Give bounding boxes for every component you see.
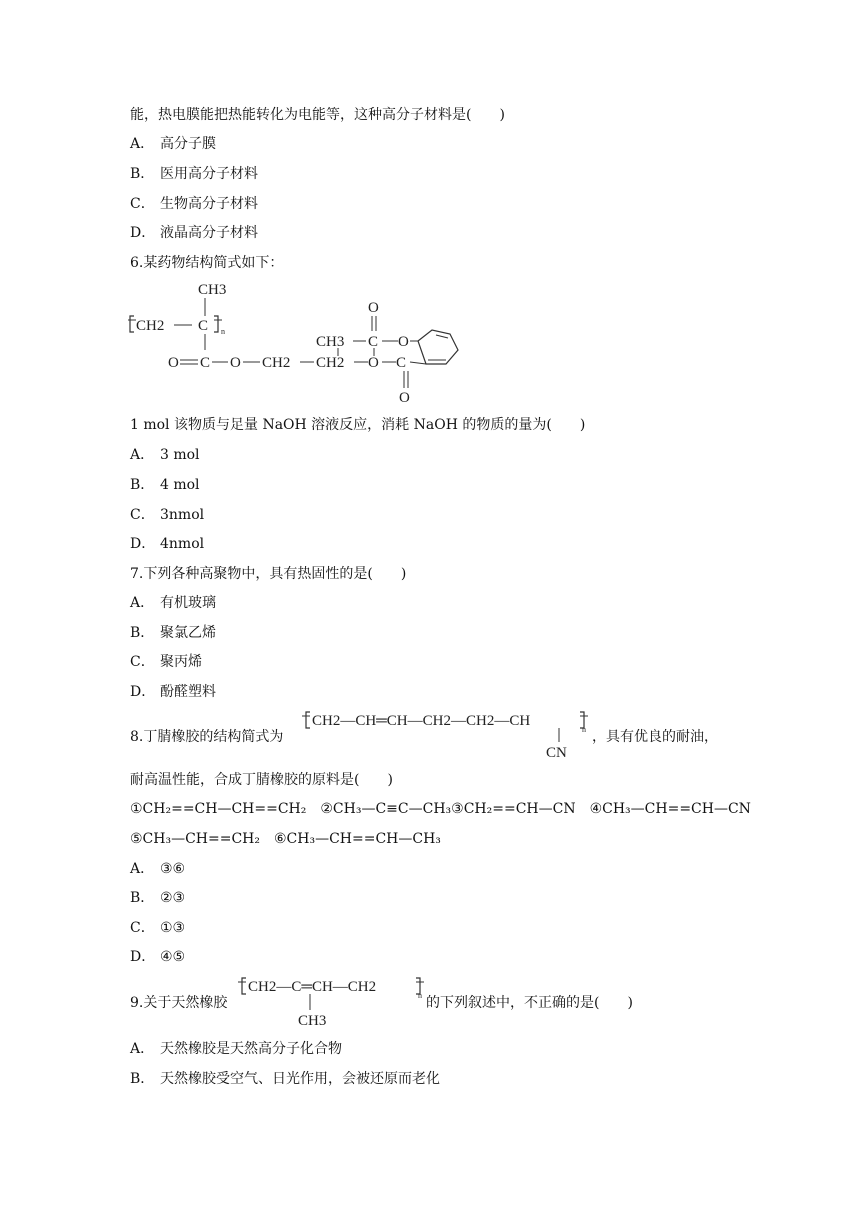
q6-o-link: O: [230, 355, 241, 371]
q8-option-d: [130, 948, 185, 966]
option-letter: A．: [130, 1041, 155, 1057]
option-text: 高分子膜: [160, 136, 216, 152]
q9-formula-figure: [236, 972, 426, 1030]
q9-formula: CH2—C═CH—CH2: [248, 979, 377, 995]
option-text: 天然橡胶受空气、日光作用，会被还原而老化: [160, 1071, 440, 1087]
q8-option-c: [130, 919, 185, 937]
option-text: 聚丙烯: [160, 654, 202, 670]
q9-formula-sub: CH3: [298, 1013, 327, 1029]
q7-stem: 7.下列各种高聚物中，具有热固性的是( ): [130, 566, 407, 582]
option-text: 4nmol: [160, 536, 205, 552]
q8-materials-line1: ①CH₂==CH—CH==CH₂ ②CH₃—C≡C—CH₃③CH₂==CH—CN ④CH₃—CH==CH—CN: [130, 801, 751, 817]
q8-formula: CH2—CH═CH—CH2—CH2—CH: [312, 713, 531, 729]
q8-stem-post: ，具有优良的耐油，: [592, 729, 718, 745]
q6-ch3-top: CH3: [198, 282, 227, 298]
option-text: ③⑥: [160, 861, 186, 877]
q8-line2: 耐高温性能，合成丁腈橡胶的原料是( ): [130, 772, 393, 788]
q6-ch2: CH2: [136, 318, 165, 334]
option-letter: B．: [130, 1071, 155, 1087]
q8-n-subscript: n: [582, 725, 586, 734]
q6-ch2-a: CH2: [262, 355, 291, 371]
option-letter: C．: [130, 920, 155, 936]
option-text: ①③: [160, 920, 186, 936]
option-letter: A．: [130, 861, 155, 877]
option-text: 生物高分子材料: [160, 196, 258, 212]
option-text: 4 mol: [160, 477, 200, 493]
option-text: ④⑤: [160, 949, 186, 965]
option-letter: C．: [130, 654, 155, 670]
q6-n-subscript: n: [221, 327, 225, 336]
q9-stem-pre: 9.关于天然橡胶: [130, 995, 228, 1011]
option-text: ②③: [160, 890, 186, 906]
option-letter: A．: [130, 447, 155, 463]
q7-option-c: [130, 653, 202, 671]
q6-option-c: [130, 506, 204, 524]
q9-option-b: [130, 1070, 440, 1088]
option-letter: A．: [130, 136, 155, 152]
q6-o-bottom: O: [399, 390, 410, 406]
q6-o-ring: O: [368, 355, 379, 371]
q8-materials-line2: ⑤CH₃—CH==CH₂ ⑥CH₃—CH==CH—CH₃: [130, 831, 441, 847]
q5-option-d: [130, 224, 258, 242]
option-text: 医用高分子材料: [160, 166, 258, 182]
q5-option-a: [130, 135, 216, 153]
q6-ch2-b: CH2: [316, 355, 345, 371]
q6-ch3-acetyl: CH3: [316, 334, 345, 350]
q6-question: 1 mol 该物质与足量 NaOH 溶液反应，消耗 NaOH 的物质的量为( ): [130, 417, 586, 433]
q6-option-d: [130, 535, 204, 553]
q9-option-a: [130, 1040, 342, 1058]
q6-c-backbone: C: [198, 318, 209, 334]
q6-option-a: [130, 446, 200, 464]
option-text: 3 mol: [160, 447, 200, 463]
option-letter: B．: [130, 477, 155, 493]
option-text: 有机玻璃: [160, 595, 216, 611]
q6-o-double: O: [168, 355, 179, 371]
q8-formula-figure: [300, 706, 590, 762]
option-text: 天然橡胶是天然高分子化合物: [160, 1041, 342, 1057]
option-letter: D．: [130, 684, 156, 700]
option-text: 3nmol: [160, 507, 205, 523]
q6-option-b: [130, 476, 200, 494]
q7-option-b: [130, 624, 216, 642]
option-letter: D．: [130, 949, 156, 965]
option-letter: B．: [130, 166, 155, 182]
option-text: 酚醛塑料: [160, 684, 216, 700]
option-letter: B．: [130, 625, 155, 641]
q9-n-subscript: n: [418, 991, 422, 1000]
q6-stem: 6.某药物结构简式如下：: [130, 255, 284, 271]
option-letter: A．: [130, 595, 155, 611]
q6-c-ester: C: [200, 355, 211, 371]
q9-stem-post: 的下列叙述中，不正确的是( ): [426, 995, 633, 1011]
q8-option-a: [130, 860, 185, 878]
q6-c-acetyl: C: [368, 334, 379, 350]
q7-option-d: [130, 683, 216, 701]
option-letter: C．: [130, 507, 155, 523]
q5-option-c: [130, 195, 258, 213]
q5-option-b: [130, 165, 258, 183]
option-letter: C．: [130, 196, 155, 212]
option-text: 液晶高分子材料: [160, 225, 258, 241]
option-letter: D．: [130, 536, 156, 552]
q6-o-right: O: [398, 334, 409, 350]
option-letter: D．: [130, 225, 156, 241]
q6-o-acetyl-top: O: [368, 300, 379, 316]
q6-c-ring: C: [396, 355, 407, 371]
q6-structure-figure: [128, 278, 473, 408]
q8-option-b: [130, 889, 185, 907]
option-text: 聚氯乙烯: [160, 625, 216, 641]
q7-option-a: [130, 594, 216, 612]
option-letter: B．: [130, 890, 155, 906]
q8-formula-sub: CN: [546, 745, 567, 761]
q5-stem-tail: 能，热电膜能把热能转化为电能等，这种高分子材料是( ): [130, 107, 505, 123]
q8-stem-pre: 8.丁腈橡胶的结构简式为: [130, 729, 284, 745]
